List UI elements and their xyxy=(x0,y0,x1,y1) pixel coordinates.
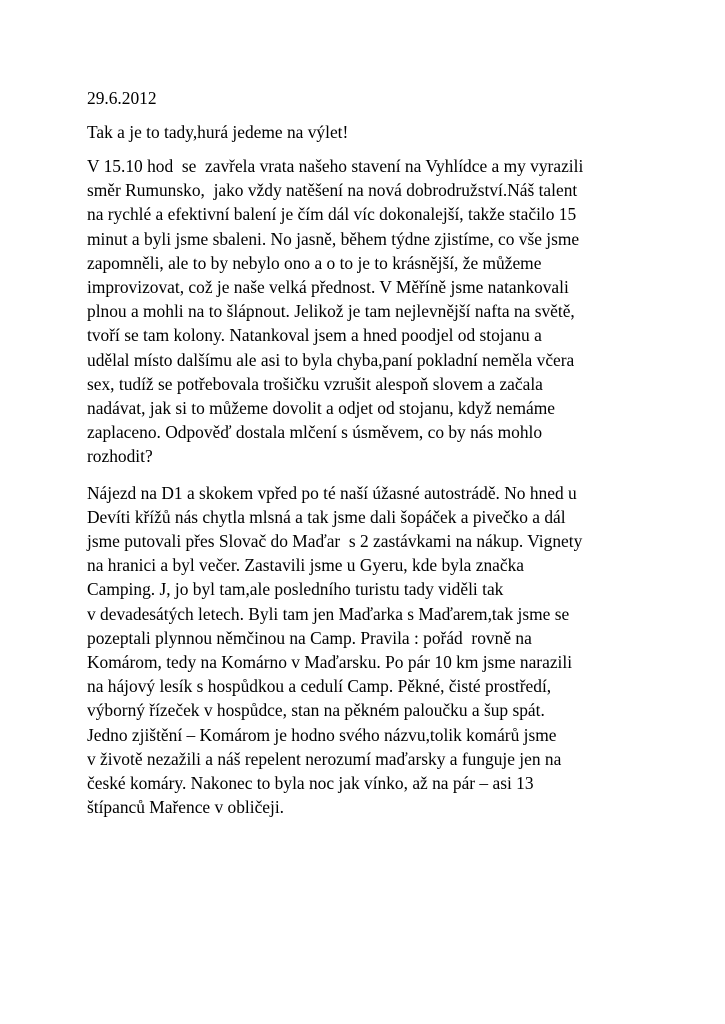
text-line: Jedno zjištění – Komárom je hodno svého názvu,tolik komárů jsme xyxy=(87,724,557,745)
text-line: pozeptali plynnou němčinou na Camp. Pravila : pořád rovně na xyxy=(87,627,532,648)
text-line: na hájový lesík s hospůdkou a cedulí Camp. Pěkné, čisté prostředí, xyxy=(87,676,552,697)
text-line: české komáry. Nakonec to byla noc jak vínko, až na pár – asi 13 xyxy=(87,773,534,794)
text-line: v životě nezažili a náš repelent nerozumí maďarsky a funguje jen na xyxy=(87,748,562,769)
text-line: plnou a mohli na to šlápnout. Jelikož je tam nejlevnější nafta na světě, xyxy=(87,301,575,322)
text-line: V 15.10 hod se zavřela vrata našeho stavení na Vyhlídce a my vyrazili xyxy=(87,156,584,176)
text-line: zapomněli, ale to by nebylo ono a o to je to krásnější, že můžeme xyxy=(87,252,542,273)
paragraph-departure xyxy=(87,154,647,469)
document-page xyxy=(87,86,647,831)
text-line: tvoří se tam kolony. Natankoval jsem a hned poodjel od stojanu a xyxy=(87,325,542,346)
text-line: minut a byli jsme sbaleni. No jasně, během týdne zjistíme, co vše jsme xyxy=(87,228,580,249)
text-line: na hranici a byl večer. Zastavili jsme u Gyeru, kde byla značka xyxy=(87,555,525,576)
text-line: Komárom, tedy na Komárno v Maďarsku. Po pár 10 km jsme narazili xyxy=(87,652,573,673)
paragraph-journey xyxy=(87,481,647,820)
text-line: na rychlé a efektivní balení je čím dál víc dokonalejší, takže stačilo 15 xyxy=(87,204,577,225)
text-line: zaplaceno. Odpověď dostala mlčení s úsměvem, co by nás mohlo xyxy=(87,422,543,443)
document-date: 29.6.2012 xyxy=(87,88,157,108)
text-line: Camping. J, jo byl tam,ale posledního turistu tady viděli tak xyxy=(87,579,504,600)
intro-heading: Tak a je to tady,hurá jedeme na výlet! xyxy=(87,122,349,142)
text-line: nadávat, jak si to můžeme dovolit a odjet od stojanu, když nemáme xyxy=(87,398,555,419)
text-line: Devíti křížů nás chytla mlsná a tak jsme dali šopáček a pivečko a dál xyxy=(87,506,566,527)
text-line: Nájezd na D1 a skokem vpřed po té naší úžasné autostrádě. No hned u xyxy=(87,482,577,503)
text-line: improvizovat, což je naše velká přednost. V Měříně jsme natankovali xyxy=(87,277,569,298)
text-line: v devadesátých letech. Byli tam jen Maďarka s Maďarem,tak jsme se xyxy=(87,603,570,624)
text-line: udělal místo dalšímu ale asi to byla chyba,paní pokladní neměla včera xyxy=(87,349,575,370)
text-line: rozhodit? xyxy=(87,446,153,467)
text-line: jsme putovali přes Slovač do Maďar s 2 zastávkami na nákup. Vignety xyxy=(87,531,583,552)
text-line: výborný řízeček v hospůdce, stan na pěkném paloučku a šup spát. xyxy=(87,700,545,721)
text-line: štípanců Mařence v obličeji. xyxy=(87,797,285,818)
text-line: směr Rumunsko, jako vždy natěšení na nová dobrodružství.Náš talent xyxy=(87,180,578,201)
text-line: sex, tudíž se potřebovala trošičku vzrušit alespoň slovem a začala xyxy=(87,373,543,394)
